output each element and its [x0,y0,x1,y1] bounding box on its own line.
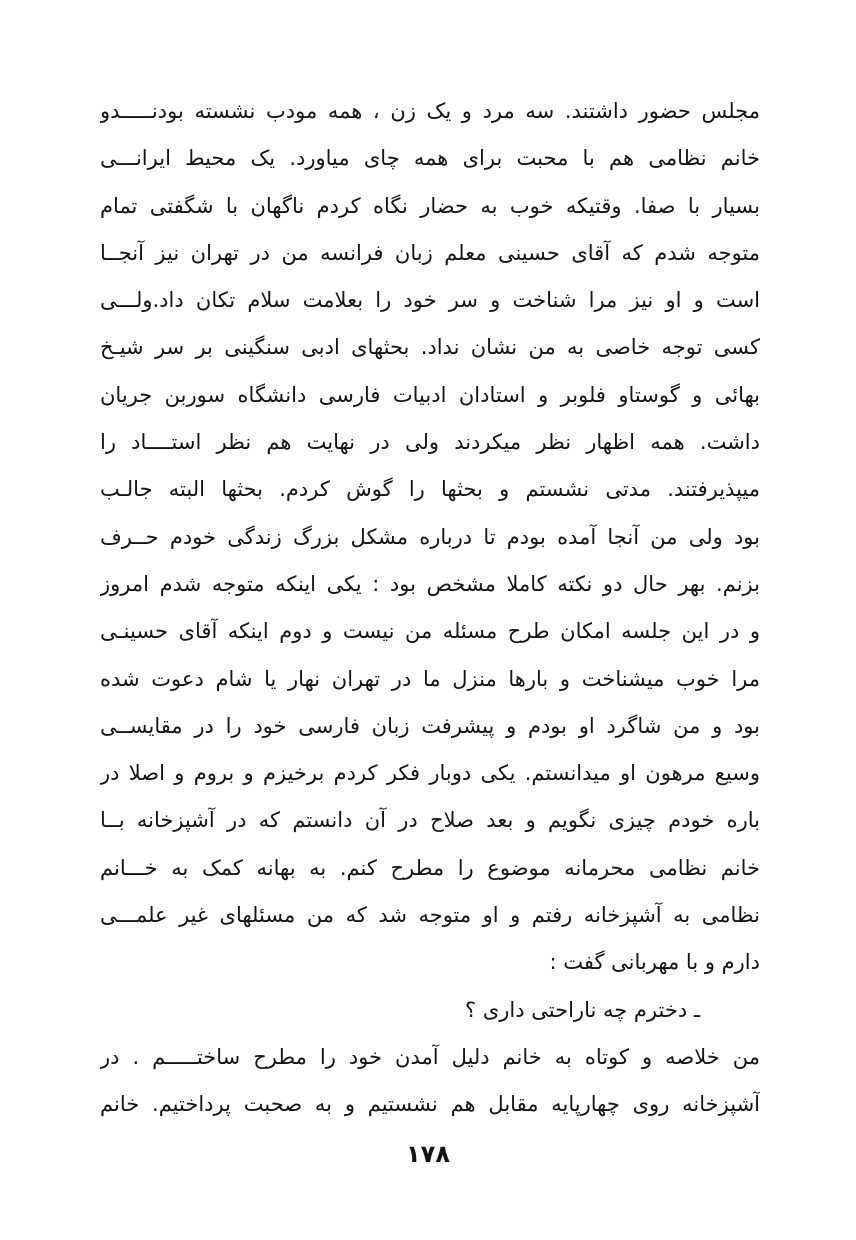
text-line: باره خودم چیزی نگویم و بعد صلاح در آن دانستم که در آشپزخانه بــا [100,808,760,833]
text-line: کسی توجه خاصی به من نشان نداد. بحثهای ادبی سنگینی بر سر شیـخ [100,335,760,360]
text-line: بود و من شاگرد او بودم و پیشرفت زبان فارسی خود را در مقایســی [100,713,760,738]
text-line: بود ولی من آنجا آمده بودم تا درباره مشکل بزرگ زندگی خودم حــرف [100,524,760,549]
text-line: من خلاصه و کوتاه به خانم دلیل آمدن خود را مطرح ساختـــــم . در [100,1044,760,1069]
body-text [100,88,760,1129]
text-line: متوجه شدم که آقای حسینی معلم زبان فرانسه من در تهران نیز آنجــا [100,240,760,265]
text-line: آشپزخانه روی چهارپایه مقابل هم نشستیم و به صحبت پرداختیم. خانم [100,1092,760,1117]
page-number: ۱۷۸ [406,1140,450,1168]
text-line: خانم نظامی محرمانه موضوع را مطرح کنم. به بهانه کمک به خـــانم [100,855,760,880]
text-line: مرا خوب میشناخت و بارها منزل ما در تهران نهار یا شام دعوت شده [100,666,760,691]
text-line: بزنم. بهر حال دو نکته کاملا مشخص بود : یکی اینکه متوجه شدم امروز [100,571,760,596]
dialogue-line: ـ دخترم چه ناراحتی داری ؟ [465,997,700,1022]
text-line: مجلس حضور داشتند. سه مرد و یک زن ، همه مودب نشسته بودنـــــدو [100,99,760,123]
text-line: بسیار با صفا. وقتیکه خوب به حضار نگاه کردم ناگهان با شگفتی تمام [100,193,760,218]
text-line: وسیع مرهون او میدانستم. یکی دوبار فکر کردم برخیزم و بروم و اصلا در [100,761,760,786]
text-line: داشت. همه اظهار نظر میکردند ولی در نهایت هم نظر استــــاد را [100,430,760,455]
text-line: خانم نظامی هم با محبت برای همه چای میاورد. یک محیط ایرانـــی [100,146,760,171]
text-line: است و او نیز مرا شناخت و سر خود را بعلامت سلام تکان داد.ولـــی [100,288,760,313]
text-line: میپذیرفتند. مدتی نشستم و بحثها را گوش کردم. بحثها البته جالـب [100,477,760,502]
text-line: نظامی به آشپزخانه رفتم و او متوجه شد که من مسئلهای غیر علمـــی [100,903,760,928]
text-line: بهائی و گوستاو فلوبر و استادان ادبیات فارسی دانشگاه سوربن جریان [100,382,760,407]
text-line: دارم و با مهربانی گفت : [549,950,760,975]
text-line: و در این جلسه امکان طرح مسئله من نیست و دوم اینکه آقای حسینـی [100,619,760,644]
